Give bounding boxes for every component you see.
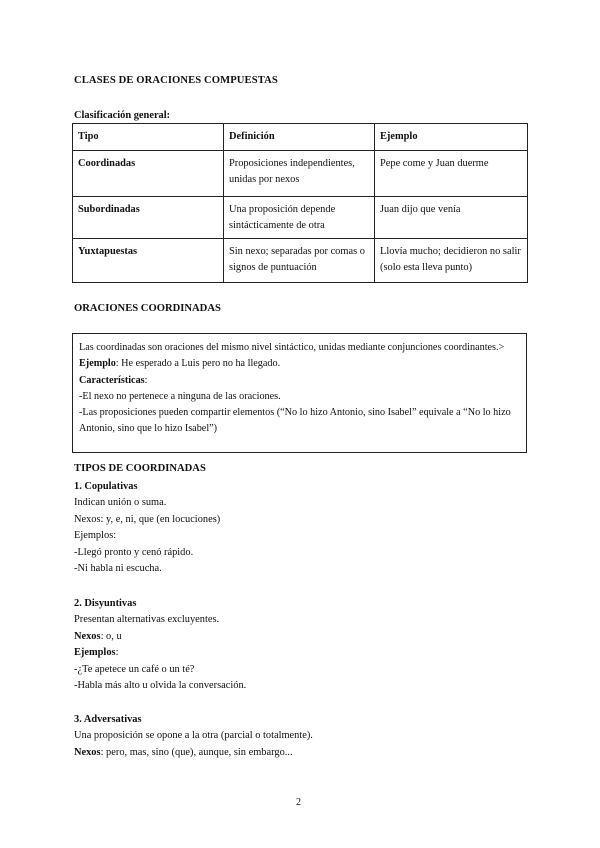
table-cell-definicion: Una proposición depende sintácticamente de otra xyxy=(224,197,375,239)
table-header-cell: Definición xyxy=(224,124,375,151)
table-cell-tipo: Coordinadas xyxy=(73,151,224,197)
adversativas-nexos-label: Nexos xyxy=(74,746,101,758)
coordinadas-heading: ORACIONES COORDINADAS xyxy=(74,303,221,314)
table-row xyxy=(73,197,528,239)
table-cell-tipo: Yuxtapuestas xyxy=(73,239,224,283)
table-cell-ejemplo: Llovía mucho; decidieron no salir (solo esta lleva punto) xyxy=(375,239,528,283)
disyuntivas-ejemplo: -Habla más alto u olvida la conversación. xyxy=(74,680,247,692)
table-row xyxy=(73,239,528,283)
disyuntivas-title: 2. Disyuntivas xyxy=(74,598,137,609)
ejemplo-text: : He esperado a Luis pero no ha llegado. xyxy=(115,358,281,370)
disyuntivas-ejemplos-colon: : xyxy=(115,647,119,659)
classification-table xyxy=(72,123,528,283)
disyuntivas-desc: Presentan alternativas excluyentes. xyxy=(74,614,220,626)
table-cell-definicion: Sin nexo; separadas por comas o signos de puntuación xyxy=(224,239,375,283)
table-cell-ejemplo: Juan dijo que venía xyxy=(375,197,528,239)
copulativas-desc: Indican unión o suma. xyxy=(74,497,167,509)
adversativas-desc: Una proposición se opone a la otra (parcial o totalmente). xyxy=(74,730,313,742)
disyuntivas-ejemplos-label: Ejemplos xyxy=(74,647,116,659)
caracteristica-item: -El nexo no pertenece a ninguna de las oraciones. xyxy=(79,390,281,402)
caracteristicas-line xyxy=(79,373,520,389)
disyuntivas-section xyxy=(74,596,246,694)
copulativas-ejemplos-label: Ejemplos: xyxy=(74,530,117,542)
table-header-cell: Tipo xyxy=(73,124,224,151)
adversativas-nexos-text: : pero, mas, sino (que), aunque, sin embargo... xyxy=(100,746,293,758)
ejemplo-label: Ejemplo xyxy=(79,358,116,370)
table-cell-ejemplo: Pepe come y Juan duerme xyxy=(375,151,528,197)
copulativas-section xyxy=(74,479,220,577)
classification-label: Clasificación general: xyxy=(74,110,171,121)
adversativas-section xyxy=(74,712,313,761)
copulativas-title: 1. Copulativas xyxy=(74,481,138,492)
disyuntivas-ejemplos-line xyxy=(74,645,246,661)
table-header-cell: Ejemplo xyxy=(375,124,528,151)
copulativas-ejemplo: -Llegó pronto y cenó rápido. xyxy=(74,546,194,558)
adversativas-nexos-line xyxy=(74,745,313,761)
page-number: 2 xyxy=(296,797,301,808)
disyuntivas-nexos-line xyxy=(74,629,246,645)
table-cell-tipo: Subordinadas xyxy=(73,197,224,239)
copulativas-ejemplo: -Ni habla ni escucha. xyxy=(74,563,162,575)
coordinadas-intro: Las coordinadas son oraciones del mismo nivel sintáctico, unidas mediante conjunciones coordinantes.> xyxy=(79,342,505,353)
coordinadas-box xyxy=(72,333,527,453)
ejemplo-line xyxy=(79,356,520,372)
disyuntivas-nexos-text: : o, u xyxy=(100,630,122,642)
document-title: CLASES DE ORACIONES COMPUESTAS xyxy=(74,75,278,86)
adversativas-title: 3. Adversativas xyxy=(74,714,142,725)
table-header-row xyxy=(73,124,528,151)
disyuntivas-ejemplo: -¿Te apetece un café o un té? xyxy=(74,663,195,675)
copulativas-nexos: Nexos: y, e, ni, que (en locuciones) xyxy=(74,513,221,525)
tipos-heading: TIPOS DE COORDINADAS xyxy=(74,463,206,474)
caracteristica-item: -Las proposiciones pueden compartir elementos (“No lo hizo Antonio, sino Isabel” equivale a “No lo hizo Antonio, sino que lo hizo Isabel”) xyxy=(79,407,511,435)
table-cell-definicion: Proposiciones independientes, unidas por nexos xyxy=(224,151,375,197)
table-row xyxy=(73,151,528,197)
caracteristicas-label: Características xyxy=(79,374,145,386)
disyuntivas-nexos-label: Nexos xyxy=(74,630,101,642)
caracteristicas-colon: : xyxy=(144,374,148,386)
